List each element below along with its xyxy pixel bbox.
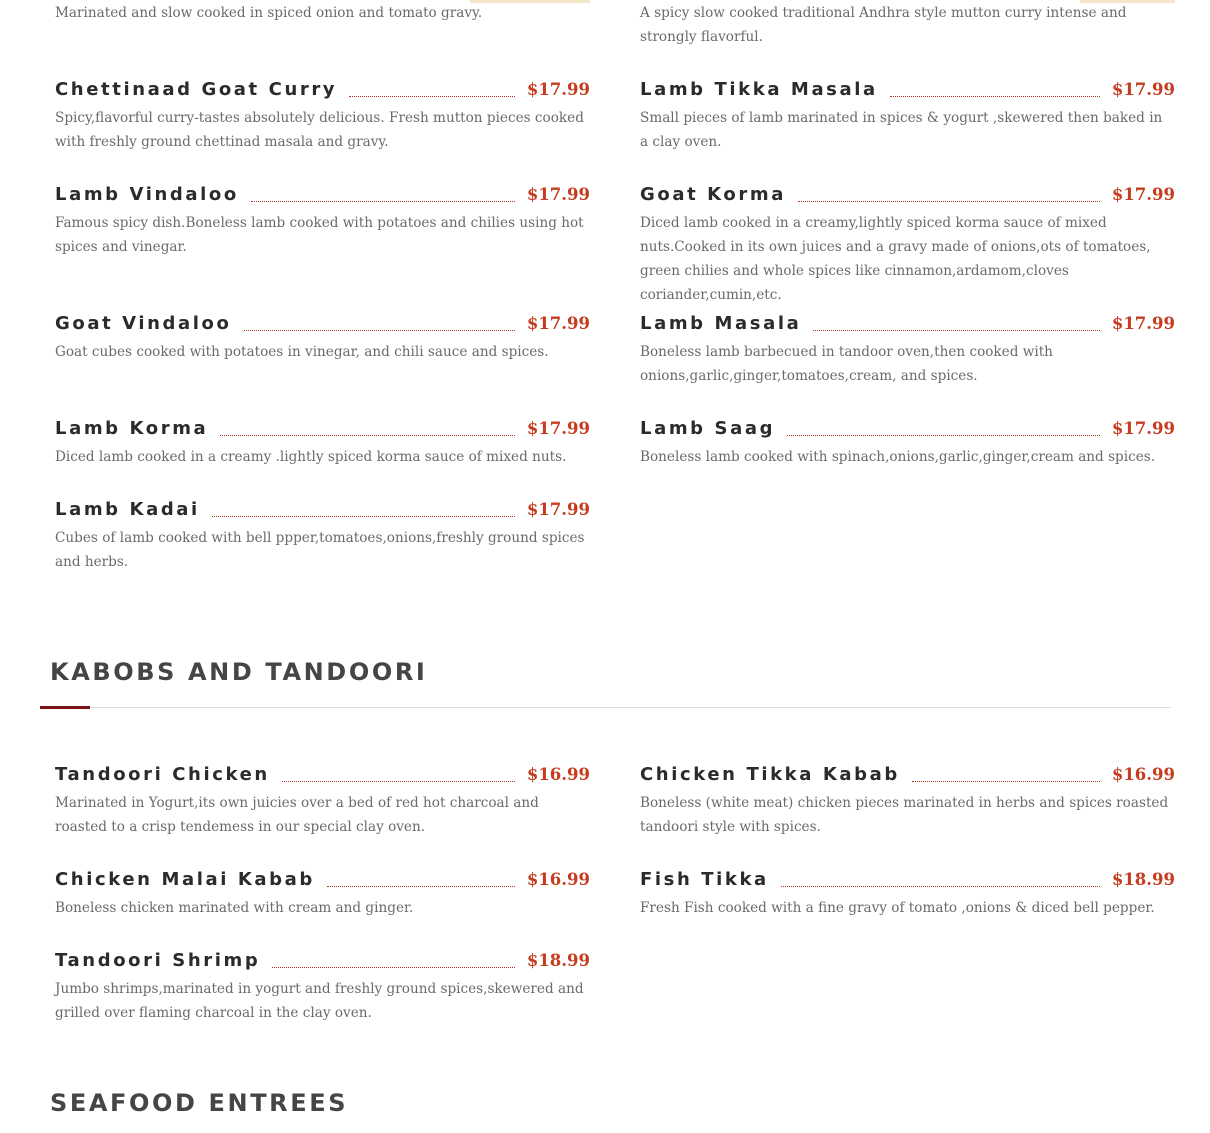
menu-item-description: A spicy slow cooked traditional Andhra style mutton curry intense and strongly flavorful. bbox=[640, 5, 1127, 45]
menu-item bbox=[55, 417, 590, 469]
dotted-leader bbox=[349, 96, 515, 97]
menu-item-name: Lamb Kadai bbox=[55, 499, 200, 520]
dotted-leader bbox=[813, 330, 1099, 331]
menu-item-price: $17.99 bbox=[526, 185, 590, 204]
menu-item bbox=[55, 763, 590, 839]
menu-item-price: $17.99 bbox=[526, 314, 590, 333]
menu-item bbox=[55, 78, 590, 154]
dotted-leader bbox=[282, 781, 515, 782]
menu-item bbox=[640, 312, 1175, 388]
menu-item-name: Chicken Malai Kabab bbox=[55, 869, 315, 890]
menu-item-price: $17.99 bbox=[1111, 80, 1175, 99]
menu-item bbox=[640, 78, 1175, 154]
menu-item-name: Chettinaad Goat Curry bbox=[55, 79, 338, 100]
menu-item-price: $17.99 bbox=[1111, 314, 1175, 333]
dotted-leader bbox=[220, 435, 515, 436]
menu-item-price: $16.99 bbox=[526, 870, 590, 889]
menu-item-name: Lamb Masala bbox=[640, 313, 802, 334]
section-title-kabobs: KABOBS AND TANDOORI bbox=[50, 658, 428, 686]
menu-item-name: Goat Vindaloo bbox=[55, 313, 232, 334]
menu-item-description: Goat cubes cooked with potatoes in vinegar, and chili sauce and spices. bbox=[55, 344, 549, 360]
menu-item-continued bbox=[55, 1, 590, 25]
dotted-leader bbox=[212, 516, 515, 517]
dotted-leader bbox=[244, 330, 515, 331]
menu-item-description: Cubes of lamb cooked with bell ppper,tomatoes,onions,freshly ground spices and herbs. bbox=[55, 530, 585, 570]
menu-item bbox=[55, 868, 590, 920]
menu-item-description: Jumbo shrimps,marinated in yogurt and freshly ground spices,skewered and grilled over flaming charcoal in the clay oven. bbox=[55, 981, 584, 1021]
menu-item-price: $18.99 bbox=[1111, 870, 1175, 889]
menu-item-description: Small pieces of lamb marinated in spices & yogurt ,skewered then baked in a clay oven. bbox=[640, 110, 1163, 150]
menu-item-description: Fresh Fish cooked with a fine gravy of tomato ,onions & diced bell pepper. bbox=[640, 900, 1155, 916]
dotted-leader bbox=[327, 886, 515, 887]
menu-item bbox=[55, 498, 590, 574]
menu-item-name: Tandoori Shrimp bbox=[55, 950, 261, 971]
dotted-leader bbox=[912, 781, 1100, 782]
dotted-leader bbox=[781, 886, 1100, 887]
menu-item-price: $16.99 bbox=[526, 765, 590, 784]
section-title-seafood: SEAFOOD ENTREES bbox=[50, 1089, 349, 1117]
menu-item-name: Lamb Tikka Masala bbox=[640, 79, 878, 100]
menu-item-name: Chicken Tikka Kabab bbox=[640, 764, 900, 785]
menu-item-name: Lamb Vindaloo bbox=[55, 184, 239, 205]
dotted-leader bbox=[798, 201, 1100, 202]
menu-item-description: Diced lamb cooked in a creamy,lightly spiced korma sauce of mixed nuts.Cooked in its own juices and a gravy made of onions,ots of tomatoes, green chilies and whole spices like cinnamon,ardamom,cloves coriander,cumin,etc. bbox=[640, 215, 1151, 303]
menu-item bbox=[640, 183, 1175, 307]
dotted-leader bbox=[890, 96, 1100, 97]
menu-item bbox=[55, 312, 590, 364]
dotted-leader bbox=[251, 201, 515, 202]
menu-item-description: Spicy,flavorful curry-tastes absolutely delicious. Fresh mutton pieces cooked with freshly ground chettinad masala and gravy. bbox=[55, 110, 584, 150]
menu-item-continued bbox=[640, 1, 1175, 49]
menu-item-price: $17.99 bbox=[1111, 185, 1175, 204]
menu-item-name: Lamb Saag bbox=[640, 418, 776, 439]
dotted-leader bbox=[787, 435, 1100, 436]
menu-item-name: Tandoori Chicken bbox=[55, 764, 270, 785]
menu-item bbox=[55, 949, 590, 1025]
menu-item-description: Boneless lamb cooked with spinach,onions,garlic,ginger,cream and spices. bbox=[640, 449, 1156, 465]
menu-item bbox=[640, 417, 1175, 469]
menu-item-description: Boneless chicken marinated with cream and ginger. bbox=[55, 900, 414, 916]
menu-item-description: Boneless (white meat) chicken pieces marinated in herbs and spices roasted tandoori style with spices. bbox=[640, 795, 1169, 835]
menu-item-description: Boneless lamb barbecued in tandoor oven,then cooked with onions,garlic,ginger,tomatoes,cream, and spices. bbox=[640, 344, 1053, 384]
section-divider bbox=[40, 707, 1171, 708]
menu-item bbox=[55, 183, 590, 259]
menu-item-name: Lamb Korma bbox=[55, 418, 209, 439]
menu-item-price: $16.99 bbox=[1111, 765, 1175, 784]
menu-item-name: Fish Tikka bbox=[640, 869, 769, 890]
menu-item-price: $17.99 bbox=[526, 419, 590, 438]
menu-item-price: $17.99 bbox=[526, 80, 590, 99]
menu-item-name: Goat Korma bbox=[640, 184, 786, 205]
menu-item-description: Marinated in Yogurt,its own juicies over a bed of red hot charcoal and roasted to a crisp tendemess in our special clay oven. bbox=[55, 795, 539, 835]
menu-item-price: $17.99 bbox=[526, 500, 590, 519]
menu-item bbox=[640, 868, 1175, 920]
menu-item-description: Marinated and slow cooked in spiced onion and tomato gravy. bbox=[55, 5, 483, 21]
menu-item bbox=[640, 763, 1175, 839]
menu-item-description: Diced lamb cooked in a creamy .lightly spiced korma sauce of mixed nuts. bbox=[55, 449, 567, 465]
menu-item-price: $17.99 bbox=[1111, 419, 1175, 438]
menu-item-price: $18.99 bbox=[526, 951, 590, 970]
section-divider-accent bbox=[40, 706, 90, 709]
menu-item-description: Famous spicy dish.Boneless lamb cooked with potatoes and chilies using hot spices and vinegar. bbox=[55, 215, 584, 255]
dotted-leader bbox=[272, 967, 515, 968]
